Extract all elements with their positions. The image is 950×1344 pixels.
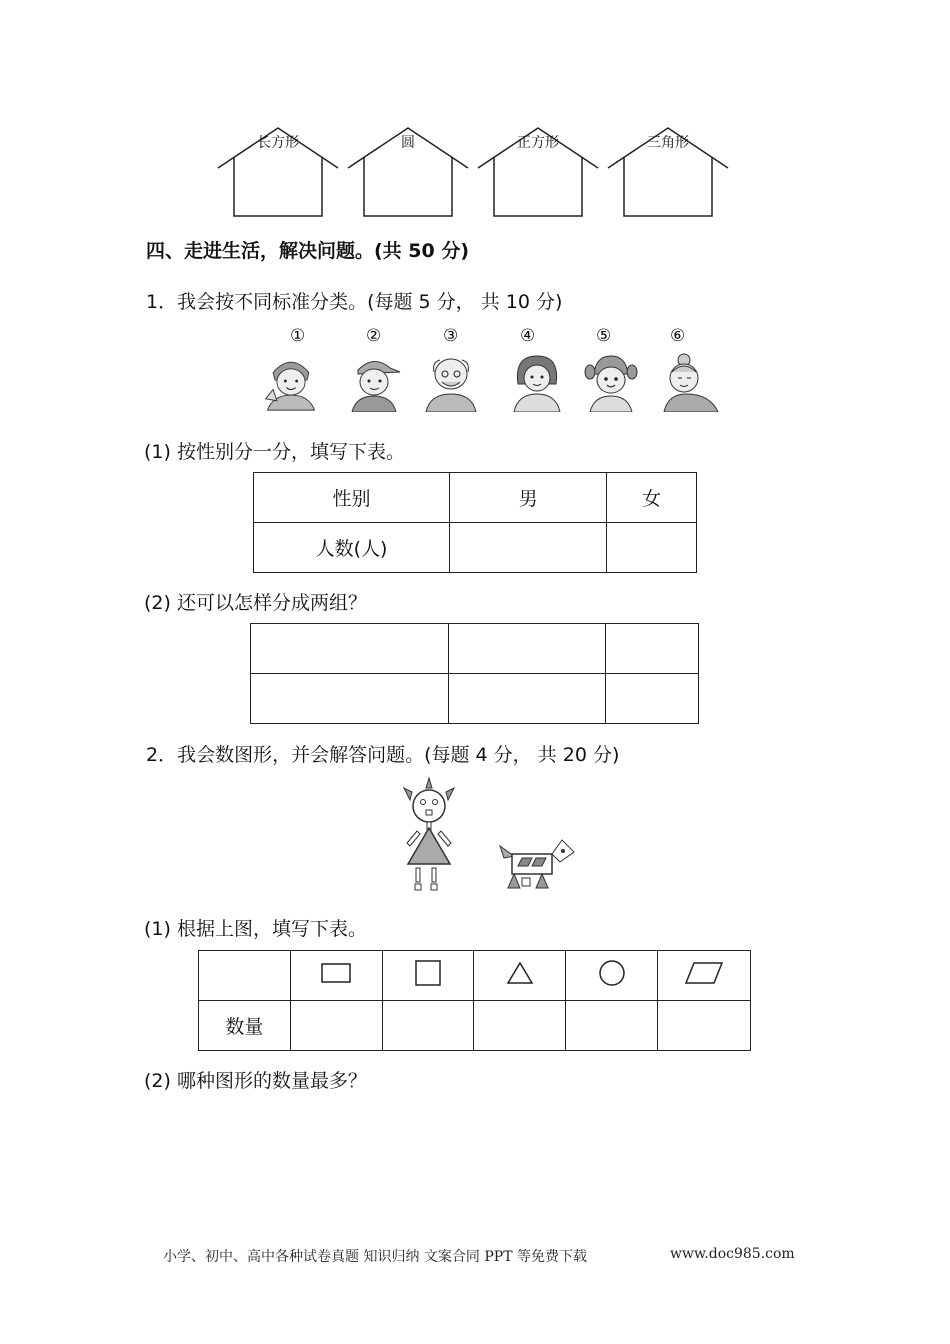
shape-count-table [198,950,751,1051]
house-triangle [606,122,730,222]
question-2-text: 2．我会数图形，并会解答问题。(每题 4 分， 共 20 分) [146,744,620,766]
parallelogram-icon [686,963,722,983]
question-2-part-1: (1) 根据上图，填写下表。 [144,918,367,940]
square-header [382,951,474,1001]
woman-illustration [506,350,568,412]
house-label: 圆 [401,135,415,151]
question-1-part-2: (2) 还可以怎样分成两组？ [144,592,367,614]
grouping-cell[interactable] [606,624,699,674]
kid-number-5: ⑤ [596,326,612,346]
female-count-cell[interactable] [607,523,697,573]
house-label: 长方形 [257,135,299,151]
grouping-table [250,623,699,724]
circle-header [566,951,658,1001]
grandma-illustration [660,350,722,412]
grouping-cell[interactable] [251,624,449,674]
parallelogram-count-cell[interactable] [657,1001,750,1051]
house-square [476,122,600,222]
circle-icon [600,961,624,985]
question-1-part-1: (1) 按性别分一分，填写下表。 [144,441,405,463]
grouping-cell[interactable] [251,674,449,724]
girl-illustration [580,350,642,412]
boy-cap-illustration [344,350,406,412]
rectangle-count-cell[interactable] [290,1001,382,1051]
table-row-label-quantity: 数量 [199,1001,291,1051]
square-count-cell[interactable] [382,1001,474,1051]
house-label: 正方形 [517,135,559,151]
shape-animal-figure [496,836,576,894]
table-header-female: 女 [607,473,697,523]
gender-table [253,472,697,573]
circle-count-cell[interactable] [566,1001,658,1051]
table-header-gender: 性别 [254,473,450,523]
triangle-header [474,951,566,1001]
triangle-count-cell[interactable] [474,1001,566,1051]
rectangle-header [290,951,382,1001]
kid-number-2: ② [366,326,382,346]
question-1-text: 1．我会按不同标准分类。(每题 5 分， 共 10 分) [146,291,563,313]
footer-url[interactable]: www.doc985.com [670,1246,795,1262]
grouping-cell[interactable] [606,674,699,724]
footer-text: 小学、初中、高中各种试卷真题 知识归纳 文案合同 PPT 等免费下载 [163,1249,587,1265]
table-row-label-count: 人数(人) [254,523,450,573]
shape-girl-figure [396,776,462,894]
kid-number-3: ③ [443,326,459,346]
house-circle [346,122,470,222]
triangle-icon [508,963,532,983]
grouping-cell[interactable] [449,674,606,724]
table-corner-cell [199,951,291,1001]
male-count-cell[interactable] [450,523,607,573]
square-icon [416,961,440,985]
rectangle-icon [322,964,350,982]
question-2-part-2: (2) 哪种图形的数量最多？ [144,1070,367,1092]
table-header-male: 男 [450,473,607,523]
section-heading: 四、走进生活，解决问题。(共 50 分) [146,240,470,262]
house-rectangle [216,122,340,222]
kid-number-1: ① [290,326,306,346]
grouping-cell[interactable] [449,624,606,674]
kid-number-4: ④ [520,326,536,346]
house-label: 三角形 [647,135,689,151]
boy-illustration [260,350,322,412]
parallelogram-header [657,951,750,1001]
kid-number-6: ⑥ [670,326,686,346]
grandpa-illustration [420,350,482,412]
